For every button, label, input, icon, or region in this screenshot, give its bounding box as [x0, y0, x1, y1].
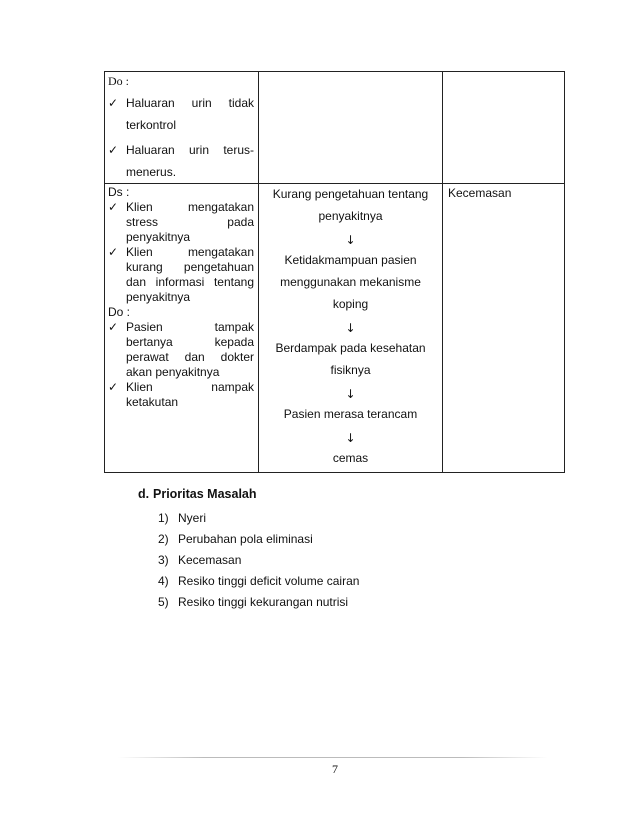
do-list	[105, 92, 258, 183]
item-line: dan informasi tentang	[126, 275, 254, 289]
etiology-cell	[259, 184, 443, 473]
problem-cell	[443, 184, 565, 473]
item-line	[105, 92, 258, 114]
item-line: ketakutan	[126, 395, 179, 409]
section-letter: d.	[138, 487, 150, 501]
list-item	[105, 92, 258, 136]
section-title: Prioritas Masalah	[153, 487, 257, 501]
item-text: Resiko tinggi deficit volume cairan	[178, 574, 360, 588]
problem-cell	[443, 72, 565, 184]
ds-list	[105, 200, 258, 305]
list-item	[158, 592, 359, 613]
flow-text: penyakitnya	[318, 209, 383, 223]
problem-text: Kecemasan	[448, 186, 512, 200]
down-arrow-icon: ↓	[345, 431, 356, 445]
list-item	[158, 550, 359, 571]
ds-label: Ds :	[108, 185, 130, 199]
flow-text: menggunakan mekanisme	[280, 275, 421, 289]
flow-text: Ketidakmampuan pasien	[284, 253, 417, 267]
item-number: 2)	[158, 532, 169, 546]
do-label: Do :	[108, 74, 129, 88]
flow-text: fisiknya	[330, 363, 371, 377]
flow-text: Pasien merasa terancam	[283, 407, 418, 421]
list-item	[158, 571, 359, 592]
footer-divider	[118, 757, 548, 758]
item-line: Klien mengatakan	[126, 245, 254, 259]
item-line: Pasien tampak	[126, 320, 254, 334]
do-label: Do :	[108, 305, 131, 319]
item-text: Kecemasan	[178, 553, 242, 567]
down-arrow-icon: ↓	[345, 233, 356, 247]
item-line: kurang pengetahuan	[126, 260, 254, 274]
flow-text: koping	[332, 297, 369, 311]
down-arrow-icon: ↓	[345, 321, 356, 335]
analysis-table	[104, 71, 565, 473]
priority-section	[138, 486, 359, 613]
check-icon: ✓	[108, 143, 119, 157]
etiology-flow	[259, 184, 442, 472]
table-row	[105, 184, 565, 473]
check-icon: ✓	[108, 96, 119, 110]
down-arrow-icon: ↓	[345, 387, 356, 401]
item-line: penyakitnya	[126, 230, 191, 244]
check-icon: ✓	[108, 200, 119, 214]
item-text: Perubahan pola eliminasi	[178, 532, 313, 546]
flow-text: Kurang pengetahuan tentang	[272, 187, 429, 201]
list-item	[105, 245, 258, 305]
item-line: Klien nampak	[126, 380, 254, 394]
item-line: perawat dan dokter	[126, 350, 254, 364]
flow-text: Berdampak pada kesehatan	[275, 341, 426, 355]
item-line: menerus.	[126, 165, 177, 179]
item-text: Haluaran urin terus-	[126, 143, 254, 157]
item-number: 5)	[158, 595, 169, 609]
table-row	[105, 72, 565, 184]
priority-list	[138, 508, 359, 613]
item-text: Nyeri	[178, 511, 207, 525]
item-line	[105, 139, 258, 161]
item-line: stress pada	[126, 215, 254, 229]
list-item	[105, 380, 258, 410]
item-text: Resiko tinggi kekurangan nutrisi	[178, 595, 349, 609]
item-line: terkontrol	[126, 118, 177, 132]
item-number: 4)	[158, 574, 169, 588]
list-item	[158, 529, 359, 550]
check-icon: ✓	[108, 380, 119, 394]
data-cell	[105, 184, 259, 473]
do-list	[105, 320, 258, 410]
item-number: 3)	[158, 553, 169, 567]
check-icon: ✓	[108, 245, 119, 259]
item-line: bertanya kepada	[126, 335, 254, 349]
flow-text: cemas	[332, 451, 369, 465]
list-item	[105, 200, 258, 245]
page-number: 7	[332, 762, 338, 776]
data-cell	[105, 72, 259, 184]
item-line: penyakitnya	[126, 290, 191, 304]
etiology-cell	[259, 72, 443, 184]
item-text: Haluaran urin tidak	[126, 96, 254, 110]
item-line: Klien mengatakan	[126, 200, 254, 214]
list-item	[105, 139, 258, 183]
list-item	[158, 508, 359, 529]
item-line: akan penyakitnya	[126, 365, 220, 379]
item-number: 1)	[158, 511, 169, 525]
list-item	[105, 320, 258, 380]
check-icon: ✓	[108, 320, 119, 334]
section-heading	[138, 486, 359, 502]
